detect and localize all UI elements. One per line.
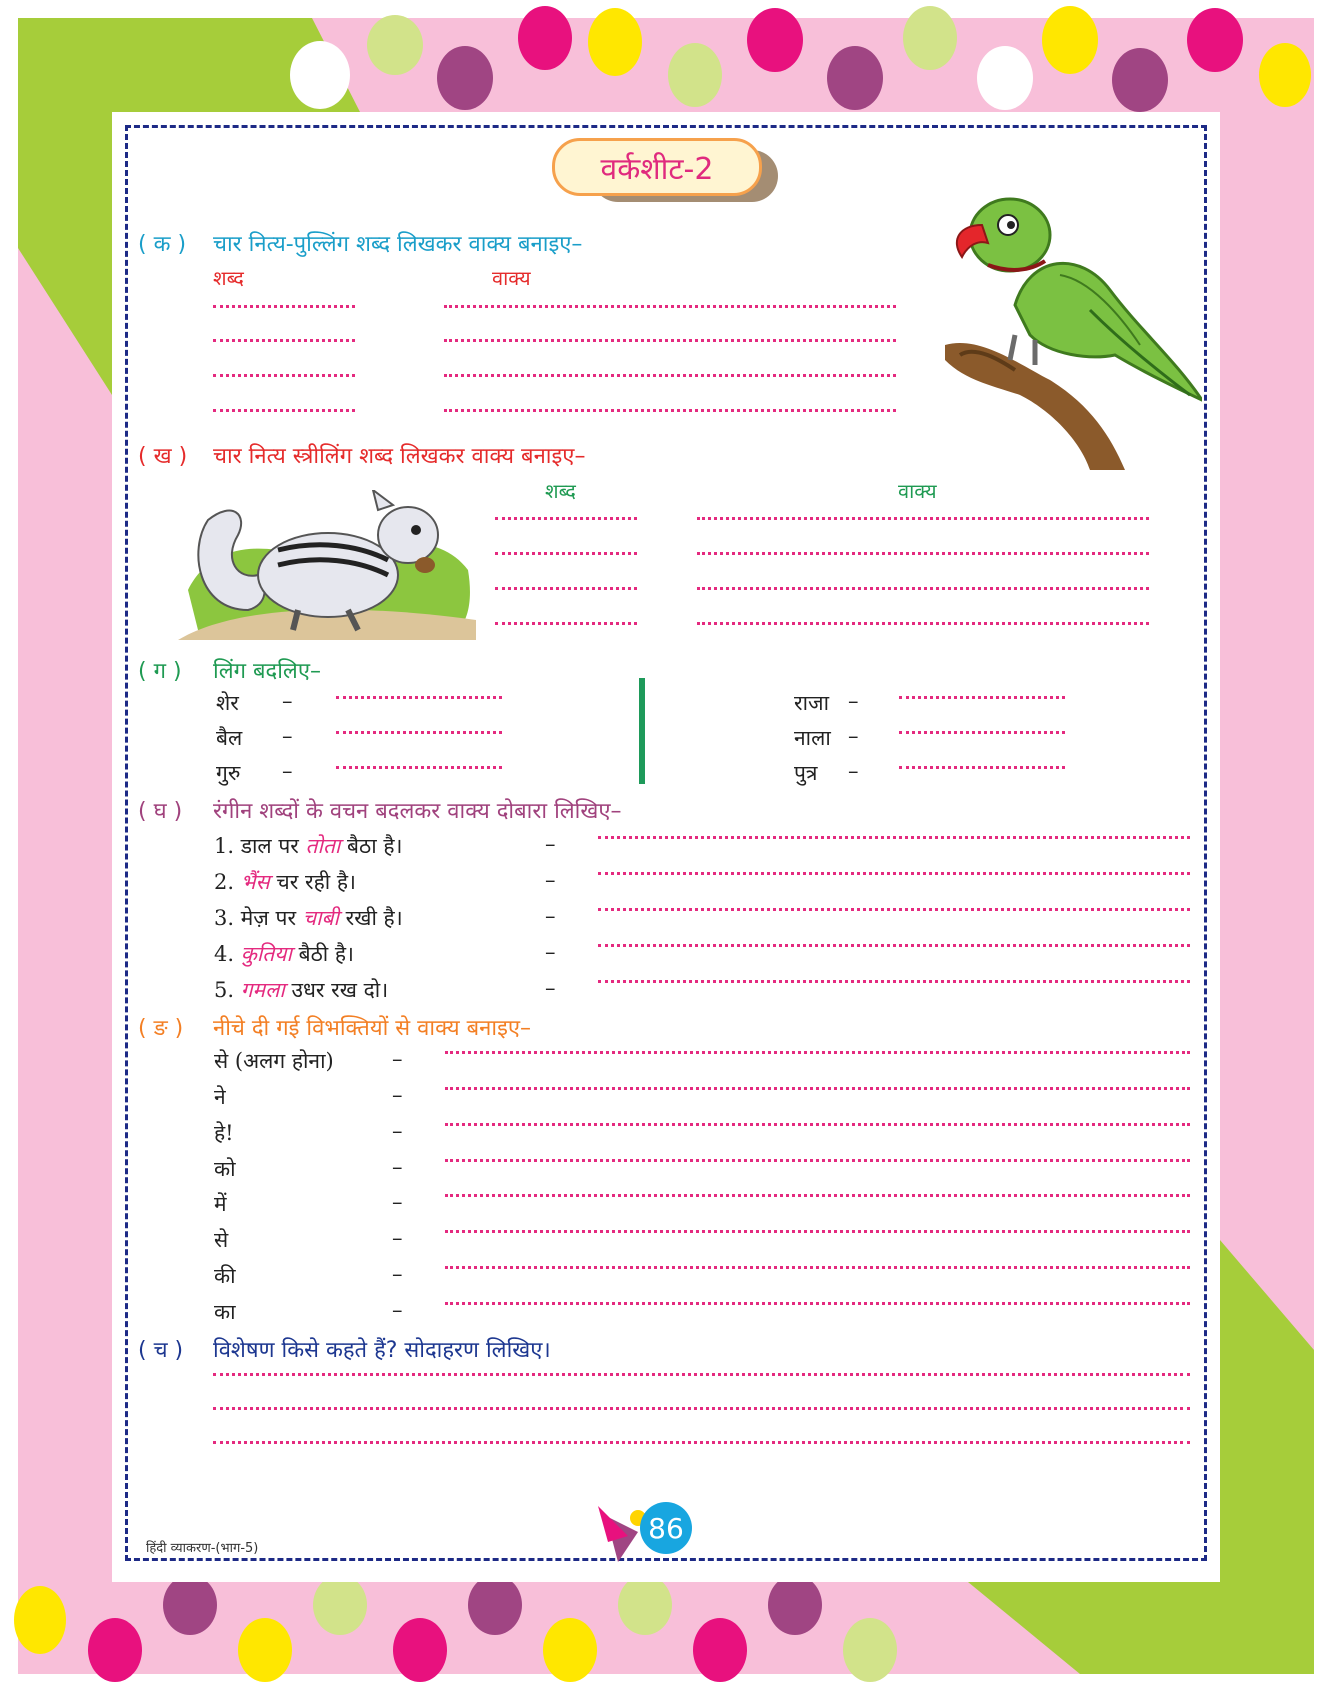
nga-item-word: से <box>214 1228 229 1252</box>
squirrel-illustration <box>178 490 476 640</box>
section-ka-marker: ( क ) <box>138 232 187 257</box>
ga-left-word: गुरु <box>216 761 241 785</box>
ga-left-dash: – <box>282 759 293 783</box>
write-line[interactable] <box>495 552 637 555</box>
nga-dash: – <box>392 1298 403 1322</box>
section-ka-col-sentence: वाक्य <box>492 266 531 290</box>
gha-dash: – <box>545 976 556 1000</box>
ga-right-word: राजा <box>794 691 830 715</box>
gha-item-num: 3. <box>214 906 235 930</box>
gha-item <box>214 904 403 932</box>
write-line[interactable] <box>336 731 502 734</box>
write-line[interactable] <box>495 517 637 520</box>
write-line[interactable] <box>445 1051 1190 1054</box>
ga-right-dash: – <box>848 689 859 713</box>
nga-dash: – <box>392 1262 403 1286</box>
parrot-illustration <box>940 195 1202 470</box>
nga-dash: – <box>392 1226 403 1250</box>
ga-left-dash: – <box>282 689 293 713</box>
section-ka-col-word: शब्द <box>213 266 244 290</box>
write-line[interactable] <box>444 339 896 342</box>
write-line[interactable] <box>899 766 1065 769</box>
gha-item <box>214 832 402 860</box>
section-kha-marker: ( ख ) <box>138 444 188 469</box>
gha-item-word: भैंस <box>240 870 270 894</box>
section-gha-prompt: रंगीन शब्दों के वचन बदलकर वाक्य दोबारा लिखिए– <box>213 799 622 824</box>
gha-item-post: उधर रख दो। <box>291 978 389 1002</box>
section-cha-prompt: विशेषण किसे कहते हैं? सोदाहरण लिखिए। <box>213 1338 551 1363</box>
write-line[interactable] <box>444 409 896 412</box>
title-badge <box>552 138 782 204</box>
gha-item <box>214 976 388 1004</box>
gha-item-num: 5. <box>214 978 235 1002</box>
nga-dash: – <box>392 1119 403 1143</box>
nga-dash: – <box>392 1083 403 1107</box>
gha-item-word: गमला <box>240 978 285 1002</box>
write-line[interactable] <box>445 1302 1190 1305</box>
write-line[interactable] <box>213 339 355 342</box>
gha-item-num: 1. <box>214 834 235 858</box>
section-kha-col-sentence: वाक्य <box>898 479 937 503</box>
page-number: 86 <box>640 1502 692 1554</box>
write-line[interactable] <box>445 1194 1190 1197</box>
section-ka-prompt: चार नित्य-पुल्लिंग शब्द लिखकर वाक्य बनाइए– <box>213 232 583 257</box>
write-line[interactable] <box>213 374 355 377</box>
nga-item-word: को <box>214 1157 236 1181</box>
gha-item <box>214 868 356 896</box>
nga-dash: – <box>392 1190 403 1214</box>
gha-dash: – <box>545 868 556 892</box>
nga-dash: – <box>392 1155 403 1179</box>
ga-right-dash: – <box>848 724 859 748</box>
write-line[interactable] <box>697 517 1149 520</box>
write-line[interactable] <box>213 1373 1190 1376</box>
write-line[interactable] <box>336 696 502 699</box>
gha-dash: – <box>545 904 556 928</box>
write-line[interactable] <box>495 622 637 625</box>
write-line[interactable] <box>444 305 896 308</box>
write-line[interactable] <box>598 836 1190 839</box>
ga-right-word: पुत्र <box>794 761 818 785</box>
ga-right-dash: – <box>848 759 859 783</box>
write-line[interactable] <box>697 622 1149 625</box>
nga-dash: – <box>392 1047 403 1071</box>
write-line[interactable] <box>598 908 1190 911</box>
write-line[interactable] <box>213 305 355 308</box>
ga-left-word: बैल <box>216 726 243 750</box>
write-line[interactable] <box>213 409 355 412</box>
ga-left-dash: – <box>282 724 293 748</box>
section-ga-prompt: लिंग बदलिए– <box>213 659 322 684</box>
gha-item-pre: डाल पर <box>240 834 299 858</box>
write-line[interactable] <box>445 1266 1190 1269</box>
write-line[interactable] <box>598 944 1190 947</box>
write-line[interactable] <box>697 587 1149 590</box>
gha-dash: – <box>545 940 556 964</box>
write-line[interactable] <box>444 374 896 377</box>
write-line[interactable] <box>445 1123 1190 1126</box>
column-divider <box>639 678 645 784</box>
write-line[interactable] <box>598 980 1190 983</box>
section-kha-prompt: चार नित्य स्त्रीलिंग शब्द लिखकर वाक्य बनाइए– <box>213 444 586 469</box>
section-gha-marker: ( घ ) <box>138 799 183 824</box>
nga-item-word: हे! <box>214 1121 234 1145</box>
ga-right-word: नाला <box>794 726 831 750</box>
ga-left-word: शेर <box>216 691 239 715</box>
write-line[interactable] <box>899 696 1065 699</box>
section-nga-prompt: नीचे दी गई विभक्तियों से वाक्य बनाइए– <box>213 1016 532 1041</box>
write-line[interactable] <box>899 731 1065 734</box>
gha-item-pre: मेज़ पर <box>240 906 297 930</box>
write-line[interactable] <box>213 1441 1190 1444</box>
write-line[interactable] <box>445 1087 1190 1090</box>
book-title: हिंदी व्याकरण-(भाग-5) <box>146 1541 259 1556</box>
page-title: वर्कशीट-2 <box>600 151 714 187</box>
gha-item-post: रखी है। <box>345 906 403 930</box>
nga-item-word: की <box>214 1264 236 1288</box>
section-cha-marker: ( च ) <box>138 1338 184 1363</box>
write-line[interactable] <box>495 587 637 590</box>
gha-item-post: बैठा है। <box>347 834 403 858</box>
gha-item-num: 4. <box>214 942 235 966</box>
write-line[interactable] <box>445 1159 1190 1162</box>
nga-item-word: में <box>214 1192 227 1216</box>
section-kha-col-word: शब्द <box>545 479 576 503</box>
write-line[interactable] <box>213 1407 1190 1410</box>
nga-item-word: का <box>214 1300 236 1324</box>
gha-item <box>214 940 354 968</box>
section-ga-marker: ( ग ) <box>138 659 182 684</box>
write-line[interactable] <box>445 1230 1190 1233</box>
gha-item-num: 2. <box>214 870 235 894</box>
gha-item-word: तोता <box>305 834 341 858</box>
gha-item-post: बैठी है। <box>298 942 354 966</box>
nga-item-word: से (अलग होना) <box>214 1049 334 1073</box>
gha-item-word: चाबी <box>302 906 339 930</box>
write-line[interactable] <box>336 766 502 769</box>
gha-item-post: चर रही है। <box>276 870 356 894</box>
gha-dash: – <box>545 832 556 856</box>
gha-item-word: कुतिया <box>240 942 292 966</box>
title-box <box>552 138 762 196</box>
write-line[interactable] <box>697 552 1149 555</box>
nga-item-word: ने <box>214 1085 226 1109</box>
write-line[interactable] <box>598 872 1190 875</box>
section-nga-marker: ( ङ ) <box>138 1016 184 1041</box>
